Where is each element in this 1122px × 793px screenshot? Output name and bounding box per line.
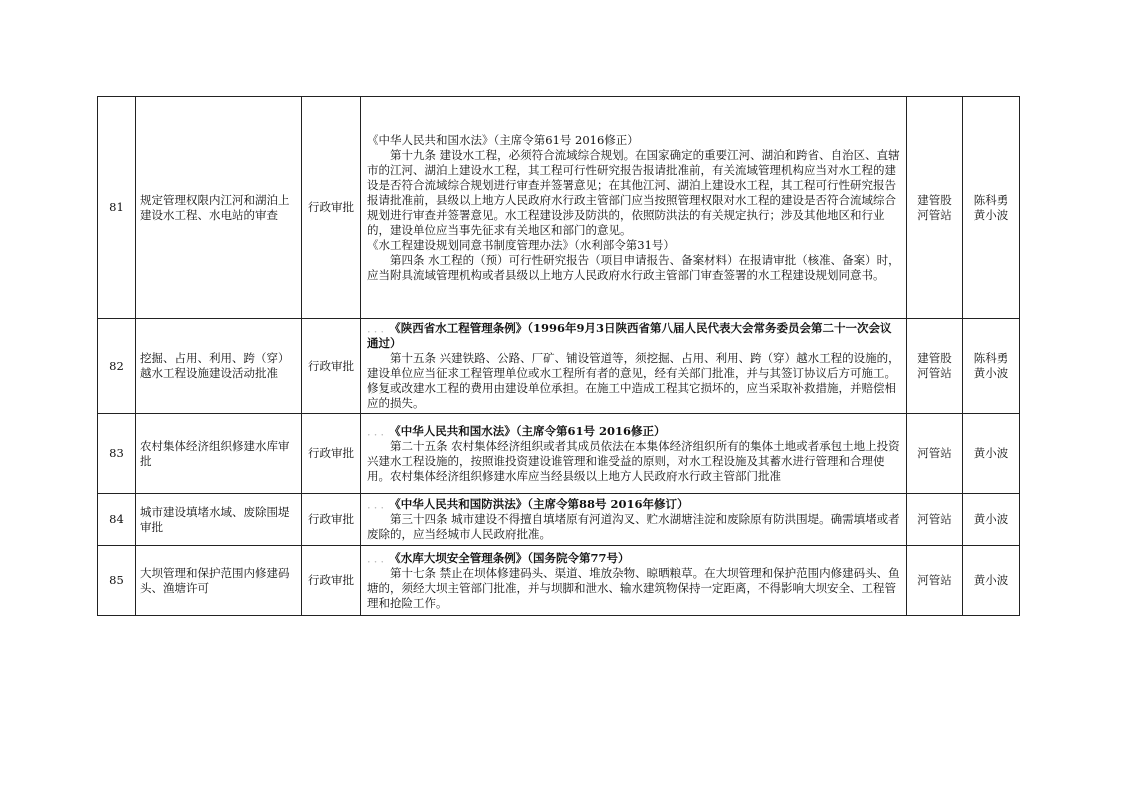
row-number: 81 [98, 97, 136, 319]
item-type: 行政审批 [302, 414, 361, 494]
table-row [98, 414, 1020, 494]
department-name: 建管股 [917, 351, 952, 365]
law-article: 第十七条 禁止在坝体修建码头、渠道、堆放杂物、晾晒粮草。在大坝管理和保护范围内修建码头、鱼塘的，须经大坝主管部门批准，并与坝脚和泄水、输水建筑物保持一定距离，不得影响大坝安全、工程管理和抢险工作。 [367, 565, 900, 610]
person-name: 陈科勇 [973, 351, 1009, 365]
legal-basis [361, 414, 907, 494]
person-name: 陈科勇 [973, 192, 1009, 207]
regulation-table [97, 96, 1020, 616]
law-title: ．．． 《中华人民共和国防洪法》（主席令第88号 2016年修订） [367, 497, 689, 511]
person-name: 黄小波 [973, 207, 1009, 222]
item-type: 行政审批 [302, 494, 361, 546]
legal-basis [361, 97, 907, 319]
responsible-department [907, 97, 963, 319]
department-name: 河管站 [917, 512, 952, 526]
person-name: 黄小波 [973, 573, 1009, 587]
law-article: 第十九条 建设水工程，必须符合流域综合规划。在国家确定的重要江河、湖泊和跨省、自治区、直辖市的江河、湖泊上建设水工程，其工程可行性研究报告报请批准前，有关流域管理机构应当对水工程的建设是否符合流域综合规划进行审查并签署意见；在其他江河、湖泊上建设水工程，其工程可行性研究报告报请批准前，县级以上地方人民政府水行政主管部门应当按照管理权限对水工程的建设是否符合流域综合规划进行审查并签署意见。水工程建设涉及防洪的，依照防洪法的有关规定执行；涉及其他地区和行业的，建设单位应当事先征求有关地区和部门的意见。 [367, 147, 900, 237]
item-name: 城市建设填堵水域、废除围堤审批 [136, 494, 302, 546]
leader-dots: ．．． [367, 550, 393, 565]
law-title: ．．． 《陕西省水工程管理条例》（1996年9月3日陕西省第八届人民代表大会常务委员会第二十一次会议通过） [367, 321, 892, 350]
responsible-person [963, 97, 1020, 319]
item-type: 行政审批 [302, 319, 361, 414]
person-name: 黄小波 [973, 366, 1009, 380]
responsible-person [963, 414, 1020, 494]
leader-dots: ．．． [367, 321, 393, 335]
law-article: 第三十四条 城市建设不得擅自填堵原有河道沟叉、贮水湖塘洼淀和废除原有防洪围堤。确需填堵或者废除的，应当经城市人民政府批准。 [367, 512, 900, 541]
law-title: ．．． 《水库大坝安全管理条例》（国务院令第77号） [367, 550, 630, 565]
legal-basis [361, 319, 907, 414]
row-number: 85 [98, 546, 136, 616]
leader-dots: ．．． [367, 497, 393, 511]
department-name: 河管站 [917, 446, 952, 460]
department-name: 河管站 [917, 573, 952, 587]
responsible-department [907, 319, 963, 414]
table-row [98, 97, 1020, 319]
table-row [98, 546, 1020, 616]
row-number: 84 [98, 494, 136, 546]
person-name: 黄小波 [973, 512, 1009, 526]
law-article: 第四条 水工程的（预）可行性研究报告（项目申请报告、备案材料）在报请审批（核准、备案）时，应当附具流域管理机构或者县级以上地方人民政府水行政主管部门审查签署的水工程建设规划同意书。 [367, 252, 900, 282]
department-name: 河管站 [917, 366, 952, 380]
department-name: 建管股 [917, 192, 952, 207]
table-row [98, 319, 1020, 414]
law-article: 第二十五条 农村集体经济组织或者其成员依法在本集体经济组织所有的集体土地或者承包土地上投资兴建水工程设施的，按照谁投资建设谁管理和谁受益的原则，对水工程设施及其蓄水进行管理和合理使用。农村集体经济组织修建水库应当经县级以上地方人民政府水行政主管部门批准 [367, 438, 900, 483]
responsible-department [907, 546, 963, 616]
law-article: 第十五条 兴建铁路、公路、厂矿、铺设管道等，须挖掘、占用、利用、跨（穿）越水工程的设施的，建设单位应当征求工程管理单位或水工程所有者的意见，经有关部门批准，并与其签订协议后方可施工。修复或改建水工程的费用由建设单位承担。在施工中造成工程其它损坏的，应当采取补救措施，并赔偿相应的损失。 [367, 351, 900, 410]
row-number: 83 [98, 414, 136, 494]
leader-dots: ．．． [367, 423, 393, 438]
law-title: 《水工程建设规划同意书制度管理办法》（水利部令第31号） [367, 237, 675, 252]
responsible-person [963, 494, 1020, 546]
responsible-person [963, 546, 1020, 616]
responsible-department [907, 414, 963, 494]
table-body [98, 97, 1020, 616]
row-number: 82 [98, 319, 136, 414]
table-row [98, 494, 1020, 546]
item-type: 行政审批 [302, 97, 361, 319]
legal-basis [361, 546, 907, 616]
responsible-department [907, 494, 963, 546]
department-name: 河管站 [917, 207, 952, 222]
item-name: 农村集体经济组织修建水库审批 [136, 414, 302, 494]
legal-basis [361, 494, 907, 546]
responsible-person [963, 319, 1020, 414]
law-title: 《中华人民共和国水法》（主席令第61号 2016修正） [367, 132, 639, 147]
item-type: 行政审批 [302, 546, 361, 616]
item-name: 规定管理权限内江河和湖泊上建设水工程、水电站的审查 [136, 97, 302, 319]
item-name: 挖掘、占用、利用、跨（穿）越水工程设施建设活动批准 [136, 319, 302, 414]
person-name: 黄小波 [973, 446, 1009, 460]
item-name: 大坝管理和保护范围内修建码头、渔塘许可 [136, 546, 302, 616]
law-title: ．．． 《中华人民共和国水法》（主席令第61号 2016修正） [367, 423, 666, 438]
